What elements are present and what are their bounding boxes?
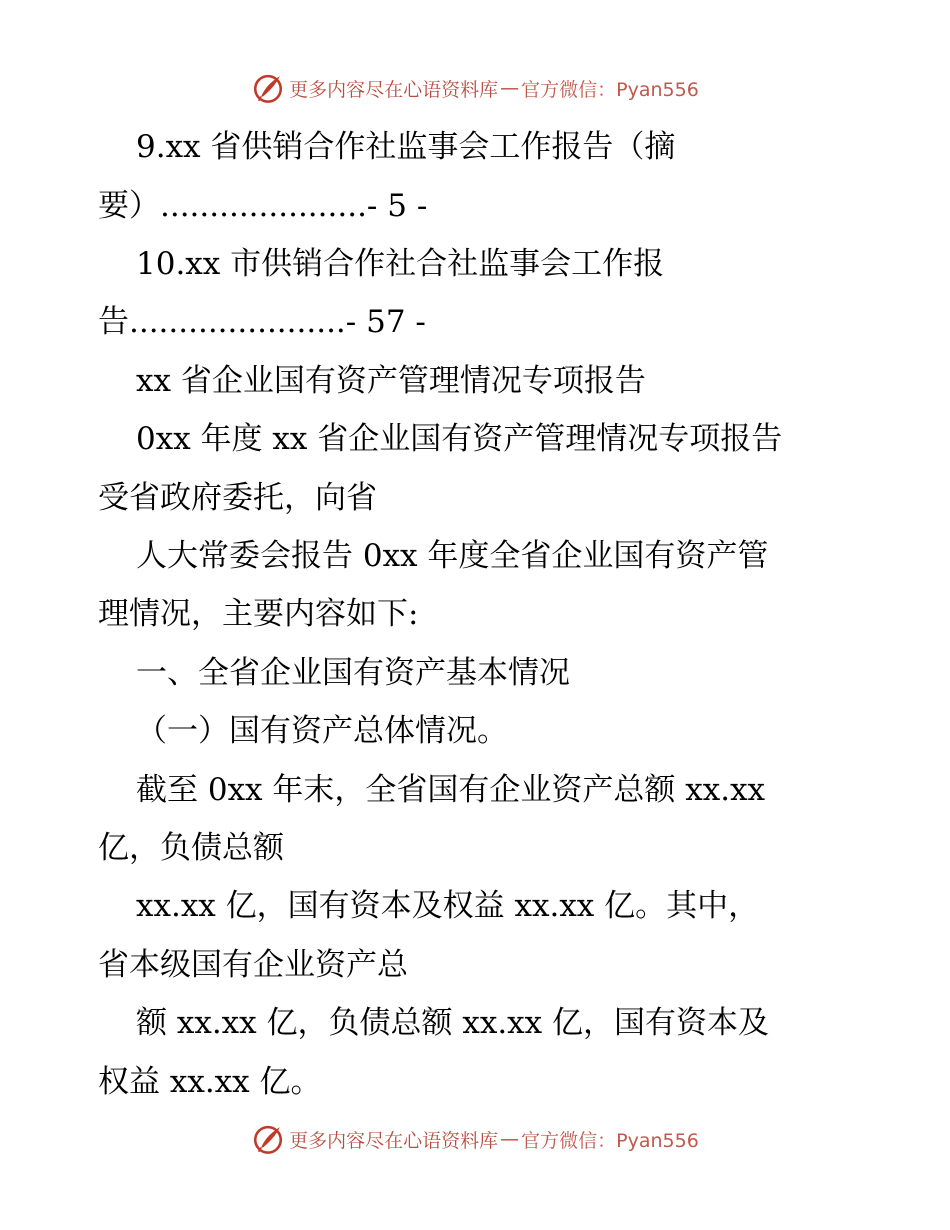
section-heading: 一、全省企业国有资产基本情况 (136, 655, 570, 691)
paragraph-line: 人大常委会报告 0xx 年度全省企业国有资产管 (136, 538, 769, 574)
banner-dash: — (500, 1128, 520, 1150)
report-title: xx 省企业国有资产管理情况专项报告 (136, 363, 646, 399)
header-watermark-banner (0, 68, 950, 108)
toc-item-10-line2: 告......................- 57 - (98, 304, 426, 340)
footer-watermark-banner (0, 1119, 950, 1159)
paragraph-line: 额 xx.xx 亿，负债总额 xx.xx 亿，国有资本及 (136, 1005, 769, 1041)
banner-main-text: 更多内容尽在心语资料库 (289, 1129, 499, 1152)
banner-main-text: 更多内容尽在心语资料库 (289, 78, 499, 101)
banner-wechat-text: 官方微信：Pyan556 (521, 1129, 699, 1152)
paragraph-line: 亿，负债总额 (98, 830, 284, 866)
paragraph-line: 省本级国有企业资产总 (98, 947, 408, 983)
toc-item-9-line1: 9.xx 省供销合作社监事会工作报告（摘 (136, 129, 676, 165)
toc-item-9-line2: 要）.....................- 5 - (98, 188, 428, 224)
quill-logo-icon (251, 1122, 285, 1156)
toc-item-10-line1: 10.xx 市供销合作社合社监事会工作报 (136, 246, 665, 282)
paragraph-line: 受省政府委托，向省 (98, 480, 377, 516)
report-subtitle: 0xx 年度 xx 省企业国有资产管理情况专项报告 (136, 421, 783, 457)
paragraph-line: 截至 0xx 年末，全省国有企业资产总额 xx.xx (136, 772, 766, 808)
quill-logo-icon (251, 71, 285, 105)
paragraph-line: xx.xx 亿，国有资本及权益 xx.xx 亿。其中， (136, 888, 760, 924)
banner-wechat-text: 官方微信：Pyan556 (521, 78, 699, 101)
paragraph-line: 理情况，主要内容如下: (98, 596, 419, 632)
banner-dash: — (500, 77, 520, 99)
paragraph-line: 权益 xx.xx 亿。 (98, 1064, 322, 1100)
subsection-heading: （一）国有资产总体情况。 (136, 713, 508, 749)
